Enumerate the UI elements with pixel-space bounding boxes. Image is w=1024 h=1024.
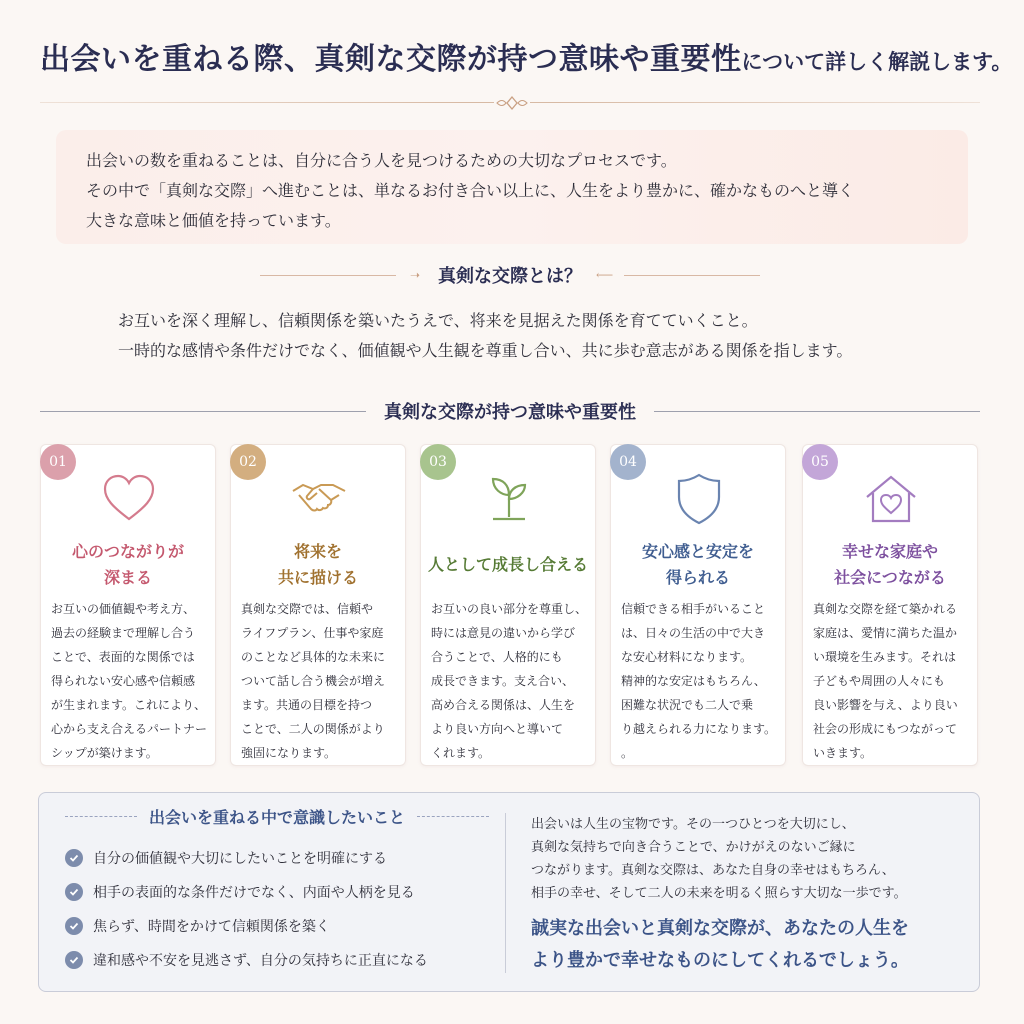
- definition-text: [118, 306, 978, 366]
- intro-box: [56, 130, 968, 244]
- card-body-line: 時には意見の違いから学び: [431, 626, 576, 640]
- intro-line: 出会いの数を重ねることは、自分に合う人を見つけるための大切なプロセスです。: [86, 151, 677, 170]
- card-title: 将来を 共に描ける: [277, 542, 358, 587]
- card-body-line: 困難な状況でも二人で乗: [621, 698, 754, 712]
- house-heart-icon: [861, 469, 921, 529]
- card-title: 幸せな家庭や 社会につながる: [834, 542, 946, 587]
- mindset-item: [65, 841, 505, 875]
- card-number: 05: [802, 444, 838, 480]
- card-body-line: より良い方向へと導いて: [431, 722, 564, 736]
- check-icon: [65, 883, 83, 901]
- card-body-line: な安心材料になります。: [621, 650, 753, 664]
- arrow-left-icon: ⟵: [596, 268, 614, 282]
- definition-heading-text: 真剣な交際とは？: [438, 266, 582, 287]
- dashed-rule-right: [417, 816, 489, 817]
- card-body-line: が生まれます。これにより、: [51, 698, 207, 712]
- card-body-line: ことで、表面的な関係では: [51, 650, 195, 664]
- card-body: [621, 597, 781, 765]
- heading-rule-left: [40, 411, 366, 412]
- heading-rule-left: [260, 275, 396, 276]
- mindset-item: [65, 943, 505, 977]
- check-icon: [65, 849, 83, 867]
- arrow-right-icon: ➝: [410, 268, 421, 282]
- card-body-line: お互いの良い部分を尊重し、: [431, 602, 588, 616]
- card-05: [802, 444, 978, 766]
- emphasis-line: より豊かで幸せなものにしてくれるでしょう。: [531, 950, 909, 971]
- card-body-line: お互いの価値観や考え方、: [51, 602, 196, 616]
- card-body-line: 強固になります。: [241, 746, 337, 760]
- card-body-line: のことなど具体的な未来に: [241, 650, 386, 664]
- importance-heading-text: 真剣な交際が持つ意味や重要性: [384, 402, 636, 423]
- vertical-divider: [505, 813, 506, 973]
- intro-line: その中で「真剣な交際」へ進むことは、単なるお付き合い以上に、人生をより豊かに、確かなものへと導く: [86, 181, 855, 200]
- emphasis-line: 誠実な出会いと真剣な交際が、あなたの人生を: [531, 918, 909, 939]
- card-body-line: シップが築けます。: [51, 746, 158, 760]
- card-03: [420, 444, 596, 766]
- importance-cards: [40, 444, 980, 766]
- card-body-line: 過去の経験まで理解し合う: [51, 626, 196, 640]
- card-body-line: 真剣な交際では、信頼や: [241, 602, 374, 616]
- intro-line: 大きな意味と価値を持っています。: [86, 211, 341, 230]
- card-body: [431, 597, 591, 765]
- closing-line: つながります。真剣な交際は、あなた自身の幸せはもちろん、: [531, 863, 895, 878]
- ornament-icon: [494, 94, 530, 112]
- closing-emphasis: [531, 913, 971, 977]
- mindset-item-text: 焦らず、時間をかけて信頼関係を築く: [93, 919, 330, 935]
- page-title: [40, 34, 1013, 78]
- page-title-tail: について詳しく解説します。: [741, 49, 1013, 74]
- card-number: 04: [610, 444, 646, 480]
- mindset-box: [38, 792, 980, 992]
- card-body-line: り越えられる力になります。: [621, 722, 777, 736]
- card-body-line: ついて話し合う機会が増え: [241, 674, 386, 688]
- closing-line: 出会いは人生の宝物です。その一つひとつを大切にし、: [531, 817, 855, 832]
- definition-line: 一時的な感情や条件だけでなく、価値観や人生観を尊重し合い、共に歩む意志がある関係を指します。: [118, 341, 853, 360]
- dashed-rule-left: [65, 816, 137, 817]
- card-body-line: 子どもや周囲の人々にも: [813, 674, 946, 688]
- card-body-line: ライフプラン、仕事や家庭: [241, 626, 384, 640]
- card-body-line: 得られない安心感や信頼感: [51, 674, 196, 688]
- closing-line: 真剣な気持ちで向き合うことで、かけがえのないご縁に: [531, 840, 856, 855]
- handshake-icon: [289, 469, 349, 529]
- card-body-line: 心から支え合えるパートナー: [51, 722, 208, 736]
- card-body-line: いきます。: [813, 746, 873, 760]
- card-04: [610, 444, 786, 766]
- card-body-line: い環境を生みます。それは: [813, 650, 957, 664]
- card-body-line: 高め合える関係は、人生を: [431, 698, 576, 712]
- card-body-line: 。: [621, 746, 634, 760]
- importance-heading: [40, 396, 980, 426]
- mindset-item-text: 違和感や不安を見逃さず、自分の気持ちに正直になる: [93, 953, 428, 969]
- card-body-line: 成長できます。支え合い、: [431, 674, 575, 688]
- definition-line: お互いを深く理解し、信頼関係を築いたうえで、将来を見据えた関係を育てていくこと。: [118, 311, 758, 330]
- card-body-line: 家庭は、愛情に満ちた温か: [813, 626, 958, 640]
- card-02: [230, 444, 406, 766]
- mindset-item: [65, 875, 505, 909]
- card-body-line: くれます。: [431, 746, 491, 760]
- card-body: [51, 597, 211, 765]
- card-title: 人として成長し合える: [427, 555, 588, 574]
- card-body-line: 良い影響を与え、より良い: [813, 698, 958, 712]
- card-body: [813, 597, 973, 765]
- page-title-main: 出会いを重ねる際、真剣な交際が持つ意味や重要性: [40, 42, 742, 77]
- card-title: 安心感と安定を 得られる: [641, 542, 754, 587]
- card-body-line: ます。共通の目標を持つ: [241, 698, 373, 712]
- check-icon: [65, 917, 83, 935]
- card-number: 02: [230, 444, 266, 480]
- mindset-item-text: 自分の価値観や大切にしたいことを明確にする: [93, 851, 387, 867]
- card-body-line: 合うことで、人格的にも: [431, 650, 563, 664]
- card-body-line: は、日々の生活の中で大き: [621, 626, 766, 640]
- card-body-line: 信頼できる相手がいること: [621, 602, 766, 616]
- mindset-item: [65, 909, 505, 943]
- card-body-line: 真剣な交際を経て築かれる: [813, 602, 958, 616]
- mindset-heading: [65, 801, 489, 831]
- definition-heading: [260, 260, 760, 290]
- card-body-line: 社会の形成にもつながって: [813, 722, 958, 736]
- check-icon: [65, 951, 83, 969]
- mindset-heading-text: 出会いを重ねる中で意識したいこと: [149, 807, 406, 827]
- mindset-list: [65, 841, 505, 977]
- closing-text: [531, 813, 961, 905]
- heading-rule-right: [624, 275, 760, 276]
- card-body-line: 精神的な安定はもちろん、: [621, 674, 766, 688]
- shield-icon: [669, 469, 729, 529]
- mindset-item-text: 相手の表面的な条件だけでなく、内面や人柄を見る: [93, 885, 415, 901]
- closing-line: 相手の幸せ、そして二人の未来を明るく照らす大切な一歩です。: [531, 886, 907, 901]
- card-body: [241, 597, 401, 765]
- sprout-icon: [479, 469, 539, 529]
- card-body-line: ことで、二人の関係がより: [241, 722, 385, 736]
- heart-icon: [99, 469, 159, 529]
- card-01: [40, 444, 216, 766]
- card-title: 心のつながりが 深まる: [71, 542, 184, 587]
- heading-rule-right: [654, 411, 980, 412]
- card-number: 03: [420, 444, 456, 480]
- card-number: 01: [40, 444, 76, 480]
